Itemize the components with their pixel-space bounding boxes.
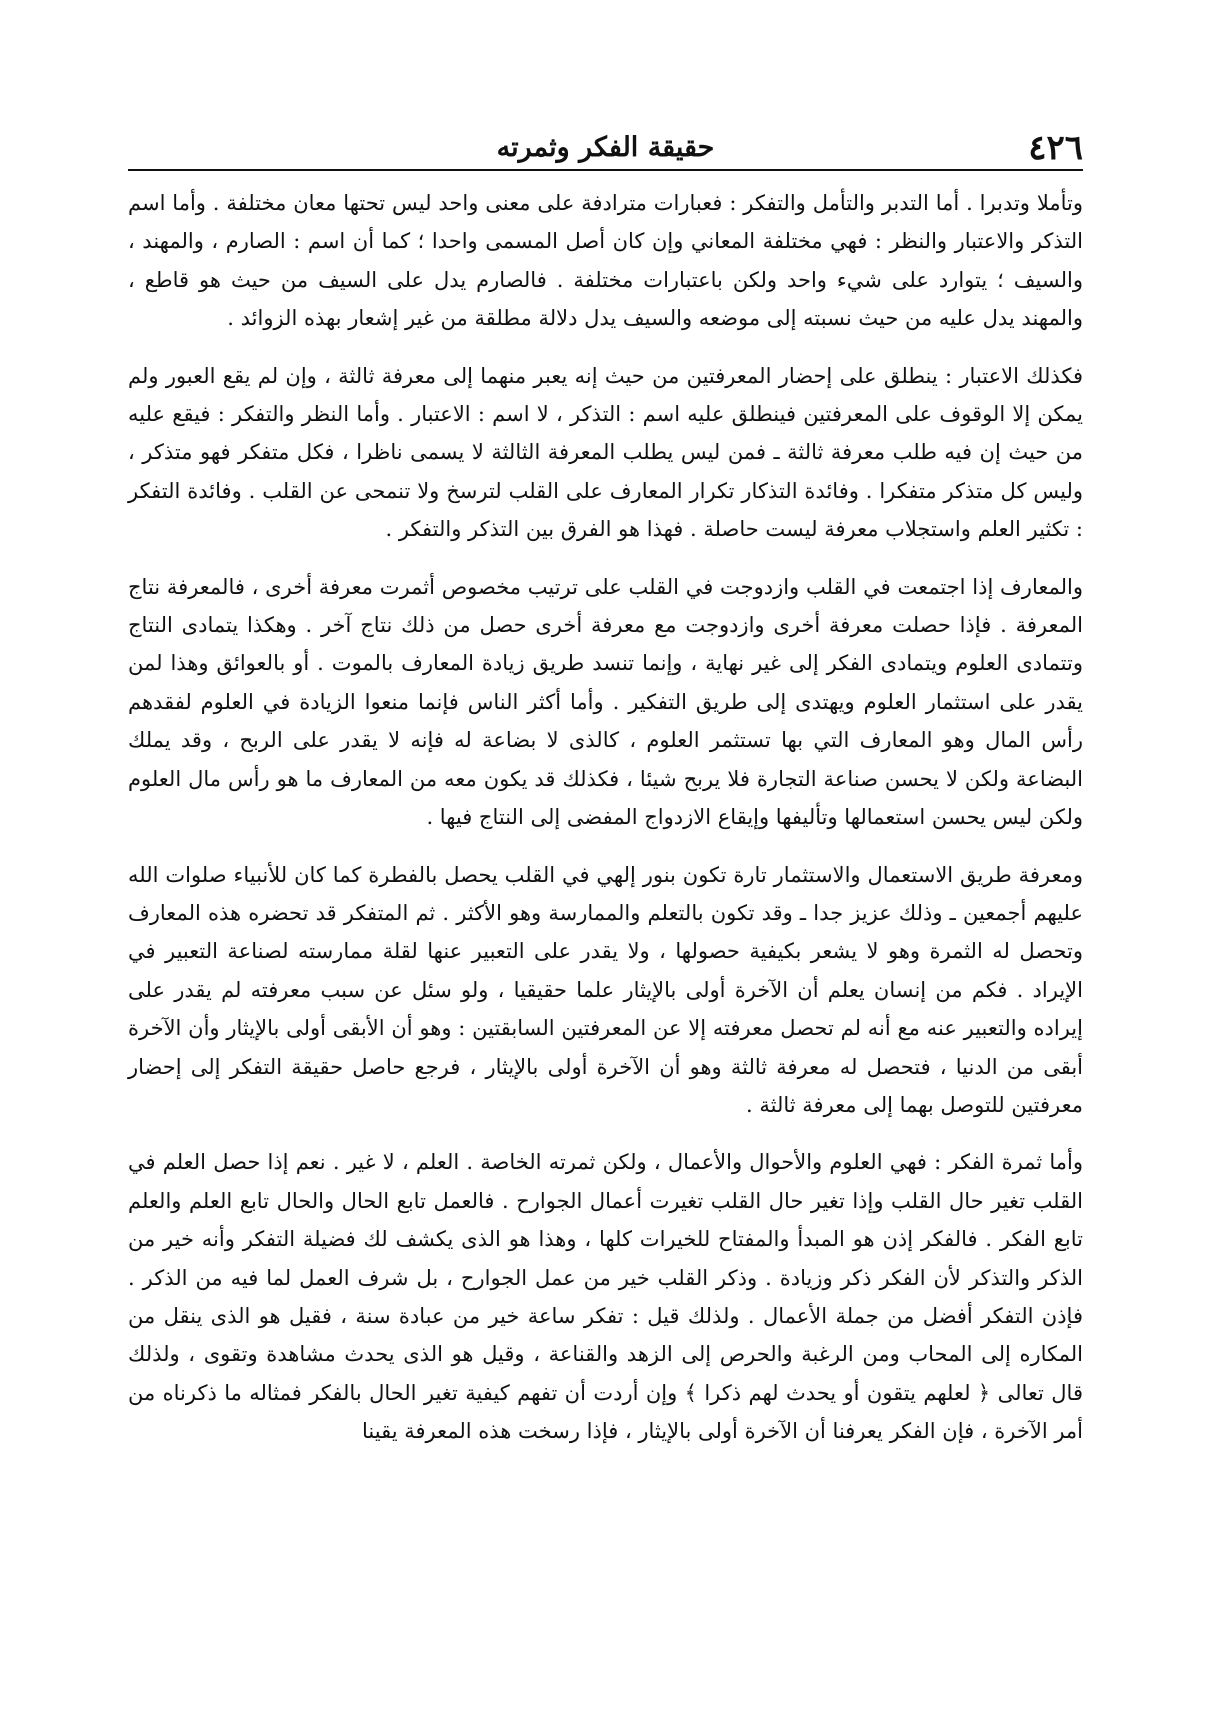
paragraph: والمعارف إذا اجتمعت في القلب وازدوجت في القلب على ترتيب مخصوص أثمرت معرفة أخرى ، فالمعرفة نتاج المعرفة . فإذا حصلت معرفة أخرى وازدوجت مع معرفة أخرى حصل من ذلك نتاج آخر . وهكذا يتمادى النتاج وتتمادى العلوم ويتمادى الفكر إلى غير نهاية ، وإنما تنسد طريق زيادة المعارف بالموت . أو بالعوائق وهذا لمن يقدر على استثمار العلوم ويهتدى إلى طريق التفكير . وأما أكثر الناس فإنما منعوا الزيادة في العلوم لفقدهم رأس المال وهو المعارف التي بها تستثمر العلوم ، كالذى لا بضاعة له فإنه لا يقدر على الربح ، وقد يملك البضاعة ولكن لا يحسن صناعة التجارة فلا يربح شيئا ، فكذلك قد يكون معه من المعارف ما هو رأس مال العلوم ولكن ليس يحسن استعمالها وتأليفها وإيقاع الازدواج المفضى إلى النتاج فيها . — [128, 574, 1083, 830]
running-title: حقيقة الفكر وثمرته — [496, 132, 715, 163]
paragraph: وأما ثمرة الفكر : فهي العلوم والأحوال والأعمال ، ولكن ثمرته الخاصة . العلم ، لا غير . نعم إذا حصل العلم في القلب تغير حال القلب وإذا تغير حال القلب تغيرت أعمال الجوارح . فالعمل تابع الحال والحال تابع العلم والعلم تابع الفكر . فالفكر إذن هو المبدأ والمفتاح للخيرات كلها ، وهذا هو الذى يكشف لك فضيلة التفكر وأنه خير من الذكر والتذكر لأن الفكر ذكر وزيادة . وذكر القلب خير من عمل الجوارح ، بل شرف العمل لما فيه من الذكر . فإذن التفكر أفضل من جملة الأعمال . ولذلك قيل : تفكر ساعة خير من عبادة سنة ، فقيل هو الذى ينقل من المكاره إلى المحاب ومن الرغبة والحرص إلى الزهد والقناعة ، وقيل هو الذى يحدث مشاهدة وتقوى ، ولذلك قال تعالى ﴿ لعلهم يتقون أو يحدث لهم ذكرا ﴾ وإن أردت أن تفهم كيفية تغير الحال بالفكر فمثاله ما ذكرناه من أمر الآخرة ، فإن الفكر يعرفنا أن الآخرة أولى بالإيثار ، فإذا رسخت هذه المعرفة يقينا — [128, 1150, 1083, 1444]
body-text — [128, 184, 1083, 1451]
paragraph: فكذلك الاعتبار : ينطلق على إحضار المعرفتين من حيث إنه يعبر منهما إلى معرفة ثالثة ، وإن لم يقع العبور ولم يمكن إلا الوقوف على المعرفتين فينطلق عليه اسم : التذكر ، لا اسم : الاعتبار . وأما النظر والتفكر : فيقع عليه من حيث إن فيه طلب معرفة ثالثة ـ فمن ليس يطلب المعرفة الثالثة لا يسمى ناظرا ، فكل متفكر فهو متذكر ، وليس كل متذكر متفكرا . وفائدة التذكار تكرار المعارف على القلب لترسخ ولا تنمحى عن القلب . وفائدة التفكر : تكثير العلم واستجلاب معرفة ليست حاصلة . فهذا هو الفرق بين التذكر والتفكر . — [128, 363, 1083, 542]
page-header — [128, 128, 1083, 168]
page-number: ٤٢٦ — [1028, 128, 1083, 168]
header-rule — [128, 169, 1083, 171]
paragraph: وتأملا وتدبرا . أما التدبر والتأمل والتفكر : فعبارات مترادفة على معنى واحد ليس تحتها معان مختلفة . وأما اسم التذكر والاعتبار والنظر : فهي مختلفة المعاني وإن كان أصل المسمى واحدا ؛ كما أن اسم : الصارم ، والمهند ، والسيف ؛ يتوارد على شيء واحد ولكن باعتبارات مختلفة . فالصارم يدل على السيف من حيث هو قاطع ، والمهند يدل عليه من حيث نسبته إلى موضعه والسيف يدل دلالة مطلقة من غير إشعار بهذه الزوائد . — [128, 191, 1083, 331]
paragraph: ومعرفة طريق الاستعمال والاستثمار تارة تكون بنور إلهي في القلب يحصل بالفطرة كما كان للأنبياء صلوات الله عليهم أجمعين ـ وذلك عزيز جدا ـ وقد تكون بالتعلم والممارسة وهو الأكثر . ثم المتفكر قد تحضره هذه المعارف وتحصل له الثمرة وهو لا يشعر بكيفية حصولها ، ولا يقدر على التعبير عنها لقلة ممارسته لصناعة التعبير في الإيراد . فكم من إنسان يعلم أن الآخرة أولى بالإيثار علما حقيقيا ، ولو سئل عن سبب معرفته لم يقدر على إيراده والتعبير عنه مع أنه لم تحصل معرفته إلا عن المعرفتين السابقتين : وهو أن الأبقى أولى بالإيثار وأن الآخرة أبقى من الدنيا ، فتحصل له معرفة ثالثة وهو أن الآخرة أولى بالإيثار ، فرجع حاصل حقيقة التفكر إلى إحضار معرفتين للتوصل بهما إلى معرفة ثالثة . — [128, 862, 1083, 1117]
